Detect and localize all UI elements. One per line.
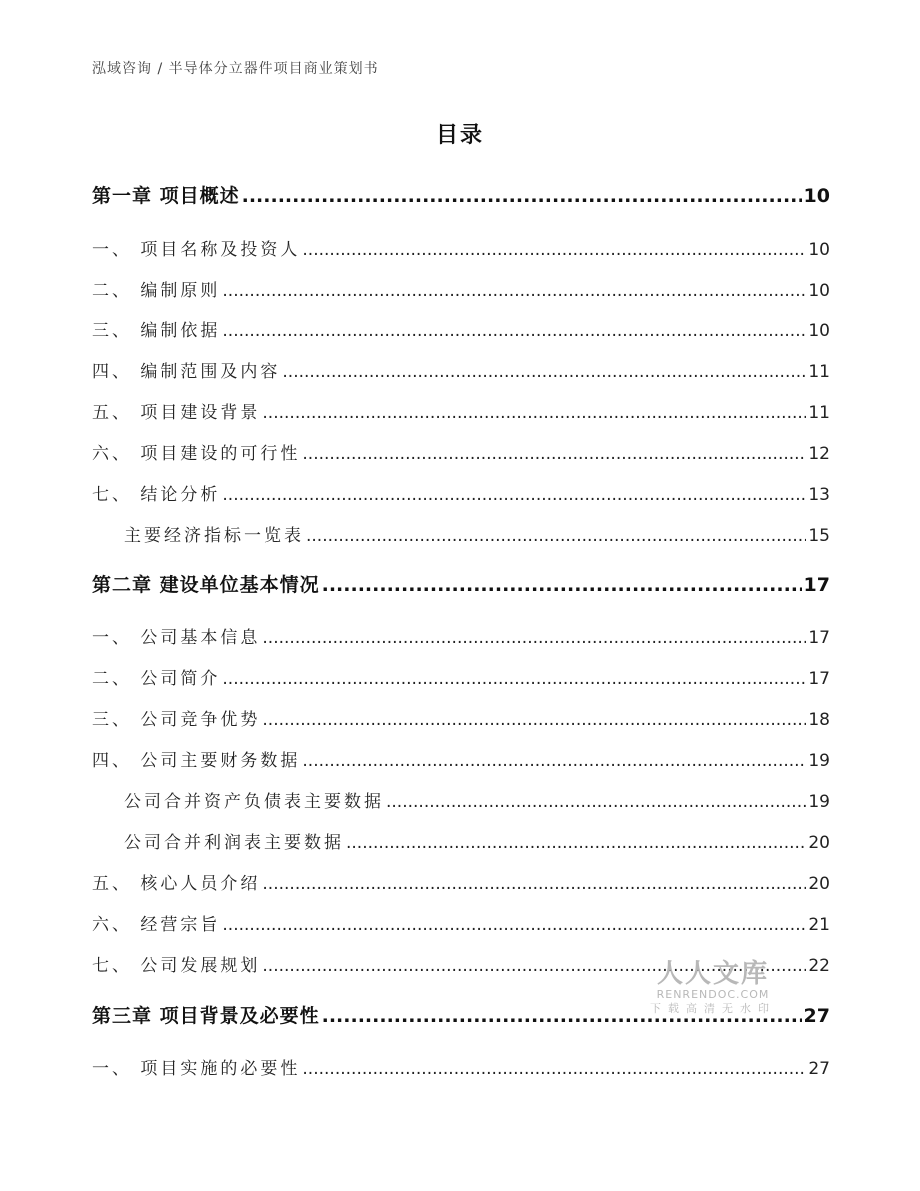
toc-entry[interactable]: [92, 705, 830, 730]
toc-label: 一、 项目名称及投资人: [92, 240, 301, 260]
toc-chapter-1[interactable]: [92, 181, 830, 208]
toc-label: 四、 公司主要财务数据: [92, 751, 301, 771]
toc-entry[interactable]: [124, 828, 830, 853]
toc-page-number: 19: [808, 792, 830, 812]
toc-entry[interactable]: [92, 1054, 830, 1079]
toc-leader-dots: [222, 669, 806, 689]
toc-leader-dots: [242, 185, 802, 207]
toc-page-number: 10: [808, 321, 830, 341]
toc-page-number: 21: [808, 915, 830, 935]
toc-page-number: 10: [803, 185, 830, 207]
toc-page-number: 20: [808, 874, 830, 894]
toc-entry[interactable]: [92, 664, 830, 689]
toc-page-number: 11: [808, 403, 830, 423]
toc-label: 第三章 项目背景及必要性: [92, 1005, 320, 1027]
toc-entry[interactable]: [92, 746, 830, 771]
toc-page-number: 15: [808, 526, 830, 546]
toc-label: 五、 核心人员介绍: [92, 874, 261, 894]
toc-label: 三、 公司竞争优势: [92, 710, 261, 730]
toc-entry[interactable]: [92, 276, 830, 301]
watermark-subtitle: RENRENDOC.COM: [656, 988, 770, 1001]
toc-page-number: 22: [808, 956, 830, 976]
toc-label: 公司合并资产负债表主要数据: [124, 792, 384, 812]
toc-label: 四、 编制范围及内容: [92, 362, 281, 382]
toc-page-number: 17: [808, 628, 830, 648]
toc-entry[interactable]: [92, 910, 830, 935]
toc-label: 主要经济指标一览表: [124, 526, 304, 546]
document-header: 泓域咨询 / 半导体分立器件项目商业策划书: [92, 61, 379, 77]
toc-entry[interactable]: [92, 235, 830, 260]
toc-leader-dots: [222, 281, 806, 301]
toc-page-number: 27: [808, 1059, 830, 1079]
toc-page-number: 10: [808, 240, 830, 260]
toc-label: 二、 公司简介: [92, 669, 221, 689]
toc-label: 第二章 建设单位基本情况: [92, 574, 320, 596]
toc-page-number: 10: [808, 281, 830, 301]
toc-label: 二、 编制原则: [92, 281, 221, 301]
toc-leader-dots: [282, 362, 806, 382]
toc-page-number: 13: [808, 485, 830, 505]
watermark-logo: [648, 960, 778, 1016]
toc-leader-dots: [322, 574, 802, 596]
toc-leader-dots: [262, 403, 806, 423]
toc-entry[interactable]: [92, 869, 830, 894]
toc-leader-dots: [346, 833, 806, 853]
toc-label: 第一章 项目概述: [92, 185, 240, 207]
toc-page-number: 18: [808, 710, 830, 730]
toc-leader-dots: [262, 710, 806, 730]
toc-chapter-2[interactable]: [92, 570, 830, 597]
watermark-title: 人人文库: [656, 959, 769, 989]
toc-entry[interactable]: [92, 439, 830, 464]
toc-leader-dots: [222, 321, 806, 341]
toc-leader-dots: [222, 485, 806, 505]
toc-label: 一、 公司基本信息: [92, 628, 261, 648]
toc-page-number: 19: [808, 751, 830, 771]
toc-leader-dots: [222, 915, 806, 935]
toc-page-number: 17: [808, 669, 830, 689]
toc-entry[interactable]: [124, 521, 830, 546]
toc-entry[interactable]: [92, 316, 830, 341]
toc-leader-dots: [302, 444, 806, 464]
toc-leader-dots: [306, 526, 806, 546]
toc-page-number: 20: [808, 833, 830, 853]
toc-label: 七、 结论分析: [92, 485, 221, 505]
toc-entry[interactable]: [92, 357, 830, 382]
toc-label: 六、 项目建设的可行性: [92, 444, 301, 464]
toc-page-number: 11: [808, 362, 830, 382]
toc-leader-dots: [262, 628, 806, 648]
toc-page-number: 17: [803, 574, 830, 596]
toc-label: 五、 项目建设背景: [92, 403, 261, 423]
toc-label: 三、 编制依据: [92, 321, 221, 341]
toc-page-number: 27: [803, 1005, 830, 1027]
toc-page-number: 12: [808, 444, 830, 464]
toc-label: 七、 公司发展规划: [92, 956, 261, 976]
toc-label: 六、 经营宗旨: [92, 915, 221, 935]
toc-leader-dots: [386, 792, 806, 812]
toc-entry[interactable]: [92, 480, 830, 505]
toc-leader-dots: [262, 874, 806, 894]
toc-leader-dots: [302, 751, 806, 771]
toc-label: 公司合并利润表主要数据: [124, 833, 344, 853]
toc-entry[interactable]: [124, 787, 830, 812]
toc-entry[interactable]: [92, 398, 830, 423]
toc-entry[interactable]: [92, 623, 830, 648]
page-title: 目录: [435, 123, 484, 148]
toc-label: 一、 项目实施的必要性: [92, 1059, 301, 1079]
toc-leader-dots: [302, 1059, 806, 1079]
toc-leader-dots: [302, 240, 806, 260]
watermark-tagline: 下载高清无水印: [650, 1002, 776, 1015]
